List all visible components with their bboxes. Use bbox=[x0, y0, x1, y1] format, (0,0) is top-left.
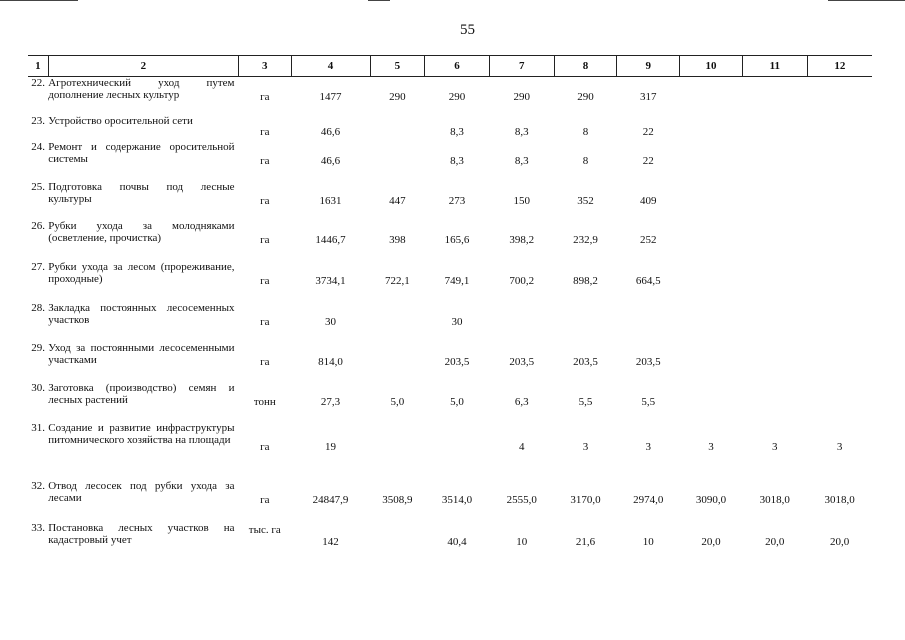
forestry-measures-table bbox=[28, 55, 872, 562]
table-row bbox=[28, 302, 872, 342]
table-row bbox=[28, 422, 872, 480]
value-cell: 10 bbox=[516, 535, 528, 548]
column-header: 5 bbox=[370, 56, 425, 77]
value-cell bbox=[742, 382, 807, 422]
value-cell bbox=[680, 302, 743, 342]
value-cell bbox=[425, 422, 490, 480]
value-cell bbox=[680, 342, 743, 382]
row-number: 27. bbox=[31, 260, 45, 273]
value-cell bbox=[680, 382, 743, 422]
value-cell: 8 bbox=[582, 154, 589, 167]
value-cell bbox=[370, 342, 425, 382]
value-cell: 3 bbox=[772, 440, 778, 453]
value-cell: 20,0 bbox=[829, 535, 850, 548]
value-cell bbox=[742, 115, 807, 141]
measure-name: Рубки ухода за молодняками (осветление, прочистка) bbox=[48, 219, 235, 244]
value-cell: 19 bbox=[325, 440, 337, 453]
value-cell bbox=[742, 77, 807, 115]
value-cell: 8 bbox=[582, 125, 589, 138]
value-cell bbox=[742, 302, 807, 342]
value-cell: 3090,0 bbox=[695, 493, 727, 506]
value-cell: 24847,9 bbox=[312, 493, 349, 506]
value-cell: 700,2 bbox=[509, 274, 535, 287]
row-number: 25. bbox=[31, 180, 45, 193]
unit-cell: га bbox=[260, 233, 270, 246]
value-cell: 722,1 bbox=[384, 274, 410, 287]
value-cell bbox=[807, 220, 872, 261]
row-number: 23. bbox=[31, 114, 45, 127]
value-cell bbox=[370, 141, 425, 181]
value-cell bbox=[807, 342, 872, 382]
value-cell bbox=[807, 77, 872, 115]
value-cell bbox=[554, 302, 617, 342]
value-cell bbox=[807, 115, 872, 141]
value-cell bbox=[742, 181, 807, 220]
value-cell: 5,5 bbox=[641, 395, 656, 408]
value-cell: 2555,0 bbox=[506, 493, 537, 506]
value-cell: 203,5 bbox=[573, 355, 598, 368]
row-number: 31. bbox=[31, 421, 45, 434]
unit-cell: тыс. га bbox=[248, 523, 281, 536]
table-body bbox=[28, 77, 872, 562]
value-cell: 273 bbox=[448, 194, 466, 207]
column-header: 10 bbox=[680, 56, 743, 77]
table-row bbox=[28, 220, 872, 261]
value-cell: 1477 bbox=[319, 91, 342, 103]
value-cell: 352 bbox=[577, 194, 594, 207]
value-cell: 2974,0 bbox=[633, 493, 664, 506]
value-cell: 165,6 bbox=[444, 233, 470, 246]
column-header: 6 bbox=[425, 56, 490, 77]
value-cell bbox=[807, 261, 872, 302]
value-cell: 1631 bbox=[319, 194, 342, 207]
row-number: 29. bbox=[31, 341, 45, 354]
value-cell: 20,0 bbox=[765, 535, 785, 548]
table-row bbox=[28, 522, 872, 562]
value-cell bbox=[807, 302, 872, 342]
measure-name: Закладка постоянных лесосеменных участков bbox=[48, 301, 235, 326]
value-cell bbox=[680, 115, 743, 141]
column-header: 2 bbox=[48, 56, 238, 77]
value-cell: 232,9 bbox=[573, 233, 598, 246]
value-cell: 3 bbox=[645, 440, 652, 453]
value-cell: 3018,0 bbox=[759, 493, 790, 506]
value-cell bbox=[680, 181, 743, 220]
value-cell: 142 bbox=[322, 535, 339, 548]
value-cell bbox=[489, 302, 554, 342]
value-cell: 814,0 bbox=[318, 355, 343, 368]
measure-name: Постановка лесных участков на кадастровый учет bbox=[48, 521, 235, 546]
scan-edge-line-mid bbox=[368, 0, 390, 1]
table-row bbox=[28, 141, 872, 181]
table-row bbox=[28, 261, 872, 302]
value-cell bbox=[370, 115, 425, 141]
measure-name: Подготовка почвы под лесные культуры bbox=[48, 180, 235, 205]
unit-cell: га bbox=[260, 315, 270, 328]
table-row bbox=[28, 115, 872, 141]
page-number: 55 bbox=[460, 22, 475, 38]
value-cell: 3 bbox=[836, 440, 843, 453]
unit-cell: га bbox=[260, 154, 270, 167]
value-cell bbox=[807, 382, 872, 422]
scan-edge-line-left bbox=[0, 0, 78, 1]
value-cell bbox=[617, 302, 680, 342]
value-cell: 290 bbox=[389, 91, 406, 103]
value-cell: 6,3 bbox=[514, 395, 529, 408]
table-row bbox=[28, 77, 872, 115]
table-row bbox=[28, 480, 872, 522]
unit-cell: га bbox=[260, 91, 270, 103]
value-cell: 46,6 bbox=[320, 125, 341, 138]
value-cell: 290 bbox=[513, 91, 531, 103]
row-number: 30. bbox=[31, 381, 45, 394]
value-cell bbox=[680, 141, 743, 181]
row-number: 22. bbox=[31, 77, 45, 89]
value-cell bbox=[680, 261, 743, 302]
measure-name: Устройство оросительной сети bbox=[48, 114, 193, 127]
value-cell: 3508,9 bbox=[382, 493, 413, 506]
value-cell bbox=[807, 141, 872, 181]
value-cell: 10 bbox=[642, 535, 654, 548]
column-header: 3 bbox=[238, 56, 291, 77]
value-cell bbox=[742, 342, 807, 382]
value-cell: 4 bbox=[519, 440, 525, 453]
value-cell: 447 bbox=[389, 194, 406, 207]
measure-name: Рубки ухода за лесом (прореживание, проходные) bbox=[48, 260, 235, 285]
value-cell: 203,5 bbox=[509, 355, 535, 368]
unit-cell: тонн bbox=[253, 395, 276, 408]
value-cell: 27,3 bbox=[320, 395, 341, 408]
value-cell: 8,3 bbox=[450, 154, 464, 167]
value-cell bbox=[370, 302, 425, 342]
column-header: 11 bbox=[742, 56, 807, 77]
value-cell: 3514,0 bbox=[441, 493, 473, 506]
value-cell bbox=[680, 77, 743, 115]
value-cell: 252 bbox=[640, 233, 657, 246]
row-number: 28. bbox=[31, 301, 45, 314]
column-header: 12 bbox=[807, 56, 872, 77]
unit-cell: га bbox=[260, 125, 270, 138]
value-cell bbox=[742, 141, 807, 181]
table-row bbox=[28, 382, 872, 422]
scan-edge-line-right bbox=[828, 0, 905, 1]
value-cell bbox=[370, 422, 425, 480]
value-cell: 21,6 bbox=[575, 535, 596, 548]
column-header: 9 bbox=[617, 56, 680, 77]
value-cell: 409 bbox=[640, 194, 657, 207]
table-header-row bbox=[28, 56, 872, 77]
value-cell: 664,5 bbox=[635, 274, 661, 287]
table-row bbox=[28, 181, 872, 220]
unit-cell: га bbox=[260, 274, 270, 287]
unit-cell: га bbox=[260, 194, 270, 207]
row-number: 26. bbox=[31, 219, 45, 232]
column-header: 7 bbox=[489, 56, 554, 77]
measure-name: Создание и развитие инфраструктуры питомнического хозяйства на площади bbox=[48, 421, 235, 446]
value-cell: 46,6 bbox=[320, 154, 341, 167]
value-cell: 203,5 bbox=[635, 355, 661, 368]
column-header: 1 bbox=[28, 56, 48, 77]
unit-cell: га bbox=[260, 355, 270, 368]
value-cell: 398,2 bbox=[509, 233, 535, 246]
value-cell: 22 bbox=[642, 125, 654, 138]
measure-name: Уход за постоянными лесосеменными участками bbox=[48, 341, 235, 366]
value-cell: 20,0 bbox=[701, 535, 721, 548]
table-row bbox=[28, 342, 872, 382]
row-number: 32. bbox=[31, 479, 45, 492]
value-cell: 398 bbox=[389, 233, 406, 246]
value-cell: 290 bbox=[577, 91, 594, 103]
unit-cell: га bbox=[260, 440, 270, 453]
value-cell: 317 bbox=[640, 91, 657, 103]
value-cell: 8,3 bbox=[514, 125, 529, 138]
column-header: 8 bbox=[554, 56, 617, 77]
measure-name: Агротехнический уход путем дополнение лесных культур bbox=[48, 77, 235, 101]
value-cell bbox=[742, 220, 807, 261]
value-cell: 30 bbox=[325, 315, 337, 328]
column-header: 4 bbox=[291, 56, 370, 77]
value-cell: 8,3 bbox=[514, 154, 529, 167]
value-cell: 40,4 bbox=[447, 535, 467, 548]
value-cell: 898,2 bbox=[573, 274, 598, 287]
value-cell: 3018,0 bbox=[824, 493, 855, 506]
measure-name: Отвод лесосек под рубки ухода за лесами bbox=[48, 479, 235, 504]
value-cell: 3734,1 bbox=[315, 274, 346, 287]
unit-cell: га bbox=[260, 493, 270, 506]
value-cell: 3 bbox=[708, 440, 714, 453]
value-cell: 3170,0 bbox=[570, 493, 601, 506]
value-cell: 203,5 bbox=[444, 355, 470, 368]
value-cell: 290 bbox=[448, 91, 466, 103]
value-cell: 30 bbox=[451, 315, 463, 328]
value-cell bbox=[680, 220, 743, 261]
measure-name: Заготовка (производство) семян и лесных растений bbox=[48, 381, 235, 406]
row-number: 24. bbox=[31, 140, 45, 153]
value-cell: 3 bbox=[582, 440, 589, 453]
value-cell: 150 bbox=[513, 194, 531, 207]
row-number: 33. bbox=[31, 521, 45, 534]
value-cell: 5,0 bbox=[390, 395, 405, 408]
value-cell bbox=[370, 522, 425, 562]
value-cell: 8,3 bbox=[450, 125, 464, 138]
value-cell: 749,1 bbox=[444, 274, 470, 287]
value-cell: 5,5 bbox=[578, 395, 593, 408]
value-cell: 5,0 bbox=[450, 395, 464, 408]
value-cell bbox=[807, 181, 872, 220]
measure-name: Ремонт и содержание оросительной системы bbox=[48, 140, 235, 165]
value-cell: 1446,7 bbox=[315, 233, 346, 246]
value-cell: 22 bbox=[642, 154, 654, 167]
value-cell bbox=[742, 261, 807, 302]
